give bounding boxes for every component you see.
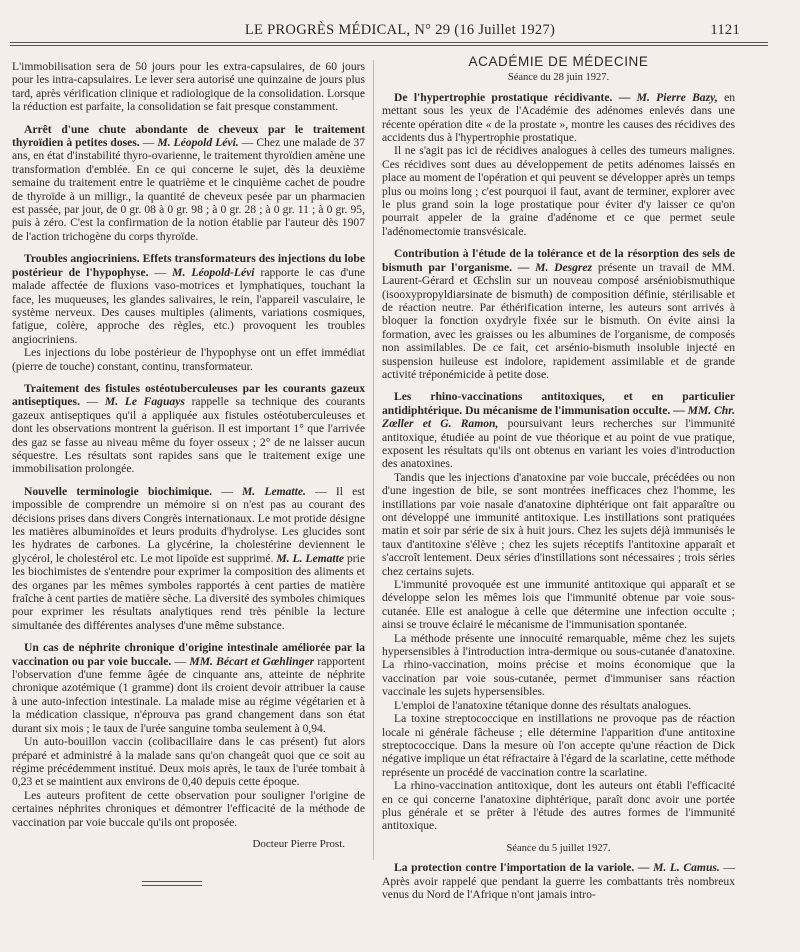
article-body-6: La toxine streptococcique en instillations ne provoque pas de réaction locale ni générale fâcheuse ; elle détermine l'apparition d'une antitoxine streptococcique. Dans la mesure où l'on accepte qu'une réaction de Dick négative implique un état réfractaire à l'égard de la scarlatine, cette méthode représente un procédé de vaccination contre la scarlatine. (382, 712, 735, 779)
article-body-4: La méthode présente une innocuité remarquable, même chez les sujets hypersensibles à l'introduction intra-dermique ou sous-cutanée d'anatoxine. La rhino-vaccination, moins précise et moins économique que la vaccination par voie sous-cutanée, permet d'immuniser sans réaction vaccinale les sujets hypersensibles. (382, 631, 735, 699)
running-header (0, 22, 800, 42)
fracture-conclusion: L'immobilisation sera de 50 jours pour les extra-capsulaires, de 60 jours pour les intra-capsulaires. Le lever sera autorisé une quinzaine de jours plus tard, après vérification clinique et radiologique de la consolidation. Lorsque la réduction est parfaite, la consolidation se fait presque constamment. (12, 60, 365, 114)
left-column (12, 60, 365, 886)
article-heading: Les rhino-vaccinations antitoxiques, et en particulier antidiphtérique. Du mécanisme de l'immunisation occulte. — (382, 390, 735, 417)
article-body-7: La rhino-vaccination antitoxique, dont les auteurs ont établi l'efficacité en ce qui concerne l'anatoxine diphtérique, paraît donc avoir une portée plus générale et se prêter à l'étude des autres formes de l'immunité antitoxique. (382, 779, 735, 833)
article-nephritis: Un cas de néphrite chronique d'origine intestinale améliorée par la vaccination ou par voie buccale. — MM. Bécart et Gœhlinger rapportent l'observation d'une femme âgée de cinquante ans, atteinte de néphrite chronique azotémique (1 gramme) dont ils croient devoir attribuer la cause à une auto-infection intestinale. La malade mise au régime végétarien et à la médication classique, n'éprouva pas grand changement dans son état durant six mois ; le taux de l'urée sanguine tomba seulement à 0,94. Un auto-bouillon vaccin (colibacillaire dans le cas présent) fut alors préparé et administré à la malade sans qu'on changeât quoi que ce soit au régime précédemment institué. Deux mois après, le taux de l'urée tombait à 0,23 et se maintient aux environs de 0,40 depuis cette époque. Les auteurs profitent de cette observation pour souligner l'origine de certaines néphrites chroniques et démontrer l'efficacité de la méthode de vaccination par voie buccale qu'ils ont proposée. (12, 641, 366, 829)
column-divider (373, 60, 374, 860)
end-rule (142, 881, 202, 882)
article-rhino-vaccination (382, 390, 735, 832)
session-date-2: Séance du 5 juillet 1927. (506, 842, 611, 854)
report-signature: Docteur Pierre Prost. (252, 837, 345, 850)
article-heading: Arrêt d'une chute abondante de cheveux par le traitement thyroïdien à petites doses. (12, 122, 365, 150)
article-smallpox (382, 861, 735, 901)
article-body-2: prie les biochimistes de s'entendre pour exprimer la composition des aliments et des organes par les mêmes symboles rapportés à cent parties de matière fraîche à cent parties de matière sèche. La diversité des symboles chimiques pour exprimer les résultats analytiques rend très pénible la lecture simultanée des différentes analyses d'une même substance. (12, 551, 365, 632)
article-heading: De l'hypertrophie prostatique récidivante. — (394, 90, 631, 104)
article-terminology: Nouvelle terminologie biochimique. — M. Lematte. — Il est impossible de comprendre un mémoire si on n'est pas au courant des décisions prises dans divers Congrès internationaux. Le mot protide désigne les matières albuminoïdes et leurs produits d'hydrolyse. Les glucides sont les hydrates de carbones. La glycérine, la cholestérine deviennent le glycérol, le cholestérol etc. Le mot lipoïde est supprimé. M. L. Lematte prie les biochimistes de s'entendre pour exprimer la composition des aliments et des organes par les mêmes symboles rapportés à cent parties de matière fraîche à cent parties de matière sèche. La diversité des symboles chimiques pour exprimer les résultats analytiques rend très pénible la lecture simultanée des différentes analyses d'une même substance. (12, 484, 365, 632)
article-author: M. Léopold Lévi. (157, 136, 239, 150)
article-body: rapportent l'observation d'une femme âgée de cinquante ans, atteinte de néphrite chronique azotémique (1 gramme) dont ils croient devoir attribuer la cause à une auto-infection intestinale. La malade mise au régime végétarien et à la médication classique, n'éprouva pas grand changement dans son état durant six mois ; le taux de l'urée sanguine tomba seulement à 0,94. (12, 654, 366, 735)
article-body-2: Un auto-bouillon vaccin (colibacillaire dans le cas présent) fut alors préparé et administré à la malade sans qu'on changeât quoi que ce soit au régime précédemment institué. Deux mois après, le taux de l'urée tombait à 0,23 et se maintient aux environs de 0,40 depuis cette époque. (12, 735, 365, 789)
article-author: MM. Bécart et Gœhlinger (189, 654, 315, 668)
article-heading: Nouvelle terminologie biochimique. (24, 484, 213, 498)
article-angiocrinian: Troubles angiocriniens. Effets transformateurs des injections du lobe postérieur de l'hypophyse. — M. Léopold-Lévi rapporte le cas d'une malade affectée de fluxions vaso-motrices et lymphatiques, touchant la face, les muqueuses, les glandes salivaires, le rein, l'appareil vasculaire, le système nerveux. Des causes multiples (aliments, variations cosmiques, fatigue, colère, approche des règles, etc.) provoquent les troubles angiocriniens. Les injections du lobe postérieur de l'hypophyse ont un effet immédiat (pierre de touche) constant, continu, transformateur. (12, 252, 366, 373)
article-body: — Après avoir rappelé que pendant la guerre les combattants très nombreux venus du Nord de l'Afrique n'ont jamais intro- (382, 861, 735, 901)
article-author: M. L. Camus. (653, 861, 720, 875)
article-body: en mettant sous les yeux de l'Académie des adénomes enlevés dans une récente opération dite « de la prostate », montre les causes des récidives des accidents dus à l'hypertrophie prostatique. (382, 90, 736, 145)
right-column (382, 55, 735, 901)
section-title: ACADÉMIE DE MÉDECINE (468, 54, 649, 69)
article-author: MM. Chr. Zœller et G. Ramon, (382, 403, 736, 431)
article-author: M. Le Faguays (104, 395, 185, 409)
article-body-2: Tandis que les injections d'anatoxine par voie buccale, précédées ou non d'une ingestion de bile, se sont montrées inefficaces chez l'homme, les instillations par voie nasale d'anatoxine diphtérique ont fait apparaître ou ont développé une immunité antitoxique. Les instillations sont pratiquées matin et soir par série de six à huit jours. Chez les sujets déjà immunisés le taux d'antitoxine s'élève ; chez les sujets réceptifs l'antitoxine apparaît et s'accroît lentement. Deux séries d'instillations sont nécessaires ; trois séries chez certains sujets. (382, 470, 735, 578)
article-body: — Chez une malade de 37 ans, en état d'instabilité thyro-ovarienne, le traitement thyroïdien amène une transformation d'emblée. En ce qui concerne le sujet, dès la deuxième semaine du traitement entre le quatrième et le cinquième cachet de poudre de thyroïde à un milligr., la quantité de cheveux pesée par un pharmacien est passée, par jour, de 0 gr. 08 à 0 gr. 98 ; à 0 gr. 28 ; à 0 gr. 11 ; à 0 gr. 95, puis à zéro. C'est la confirmation de la notion établie par l'auteur dès 1907 de l'action trichogène du corps thyroïde. (12, 136, 365, 243)
article-body: rappelle sa technique des courants gazeux antiseptiques qu'il a appliquée aux fistules ostéotuberculeuses et dont les observations montrent la guérison. Il est important 1° que l'arrivée des gaz se fasse au niveau même du foyer osseux ; 2° de ne laisser aucun séquestre. Les résultats sont rapides sans que le traitement exige une immobilisation prolongée. (12, 395, 366, 476)
article-heading: La protection contre l'importation de la variole. — (394, 861, 650, 875)
article-body-3: Les auteurs profitent de cette observation pour souligner l'origine de certaines néphrites chroniques et démontrer l'efficacité de la méthode de vaccination par voie buccale qu'ils ont proposée. (12, 788, 365, 829)
article-author: M. Léopold-Lévi (172, 265, 255, 279)
journal-title: LE PROGRÈS MÉDICAL, N° 29 (16 Juillet 1927) (244, 22, 556, 38)
article-body-2: Il ne s'agit pas ici de récidives analogues à celles des tumeurs malignes. Ces récidives sont dues au développement de petits adénomes laissés en place au moment de l'opération et qui peuvent se développer après un temps plus ou moins long ; c'est pourquoi il faut, avant de terminer, explorer avec le plus grand soin la loge prostatique pour éviter d'y laisser ce qu'on pourrait appeler de la graine d'adénome et ce que permet seule l'adénomectomie transvésicale. (382, 144, 736, 238)
article-bismuth (382, 247, 735, 381)
article-body: — Il est impossible de comprendre un mémoire si on n'est pas au courant des décisions prises dans divers Congrès internationaux. Le mot protide désigne les matières albuminoïdes et leurs produits d'hydrolyse. Les glucides sont les hydrates de carbones. La glycérine, la cholestérine deviennent le glycérol, le cholestérol etc. Le mot lipoïde est supprimé. (12, 484, 365, 565)
article-hair-loss: Arrêt d'une chute abondante de cheveux par le traitement thyroïdien à petites doses. — M. Léopold Lévi. — Chez une malade de 37 ans, en état d'instabilité thyro-ovarienne, le traitement thyroïdien amène une transformation d'emblée. En ce qui concerne le sujet, dès la deuxième semaine du traitement entre le quatrième et le cinquième cachet de poudre de thyroïde à un milligr., la quantité de cheveux pesée par un pharmacien est passée, par jour, de 0 gr. 08 à 0 gr. 98 ; à 0 gr. 28 ; à 0 gr. 11 ; à 0 gr. 95, puis à zéro. C'est la confirmation de la notion établie par l'auteur dès 1907 de l'action trichogène du corps thyroïde. (12, 122, 365, 243)
article-body: rapporte le cas d'une malade affectée de fluxions vaso-motrices et lymphatiques, touchant la face, les muqueuses, les glandes salivaires, le rein, l'appareil vasculaire, le système nerveux. Des causes multiples (aliments, variations cosmiques, fatigue, colère, approche des règles, etc.) provoquent les troubles angiocriniens. (12, 265, 366, 346)
article-fistulas: Traitement des fistules ostéotuberculeuses par les courants gazeux antiseptiques. — M. Le Faguays rappelle sa technique des courants gazeux antiseptiques qu'il a appliquée aux fistules ostéotuberculeuses et dont les observations montrent la guérison. Il est important 1° que l'arrivée des gaz se fasse au niveau même du foyer osseux ; 2° de ne laisser aucun séquestre. Les résultats sont rapides sans que le traitement exige une immobilisation prolongée. (12, 381, 366, 476)
article-body: présente un travail de MM. Laurent-Gérard et Œchslin sur un nouveau composé arséniobismuthique (isooxypropyldiarsinate de bismuth) de composition définie, stérilisable et de réaction neutre. Par éthérification interne, les auteurs sont arrivés à bloquer la fonction oxydryle fixée sur le bismuth. On évite ainsi la formation, avec les graisses ou les albumines de l'organisme, de composés non assimilables. De ce fait, cet arsénio-bismuth insoluble injecté en suspension huileuse est indolore, rapidement assimilable et de grande activité tréponémicide à petite dose. (382, 260, 735, 381)
page-number: 1121 (710, 22, 740, 38)
article-body: poursuivant leurs recherches sur l'immunité antitoxique, étudiée au point de vue théorique et au point de vue pratique, exposent les résultats qu'ils ont obtenus en variant les voies d'introduction des anatoxines. (382, 417, 735, 471)
article-author: M. Pierre Bazy, (636, 90, 718, 104)
article-heading: Contribution à l'étude de la tolérance et de la résorption des sels de bismuth par l'organisme. — (382, 247, 735, 274)
article-heading: Traitement des fistules ostéotuberculeuses par les courants gazeux antiseptiques. (12, 381, 365, 409)
header-rule-2 (10, 45, 768, 46)
header-rule (10, 42, 768, 43)
article-heading: Troubles angiocriniens. Effets transformateurs des injections du lobe postérieur de l'hypophyse. (12, 252, 365, 279)
article-heading: Un cas de néphrite chronique d'origine intestinale améliorée par la vaccination ou par voie buccale. (12, 641, 365, 668)
article-author: M. Lematte. (242, 484, 306, 498)
article-body-2: Les injections du lobe postérieur de l'hypophyse ont un effet immédiat (pierre de touche) constant, continu, transformateur. (12, 346, 365, 373)
end-rule-2 (142, 885, 202, 886)
session-date: Séance du 28 juin 1927. (507, 72, 610, 84)
article-body-5: L'emploi de l'anatoxine tétanique donne des résultats analogues. (394, 698, 692, 712)
article-body-3: L'immunité provoquée est une immunité antitoxique qui apparaît et se développe selon les mêmes lois que l'immunité obtenue par voie sous-cutanée. Elle est analogue à celle que détermine une infection occulte ; ainsi se trouve éclairé le mécanisme de l'immunisation spontanée. (382, 578, 735, 632)
article-prostate (382, 91, 735, 238)
article-author-2: M. L. Lematte (276, 551, 345, 565)
article-author: M. Desgrez (535, 260, 593, 274)
